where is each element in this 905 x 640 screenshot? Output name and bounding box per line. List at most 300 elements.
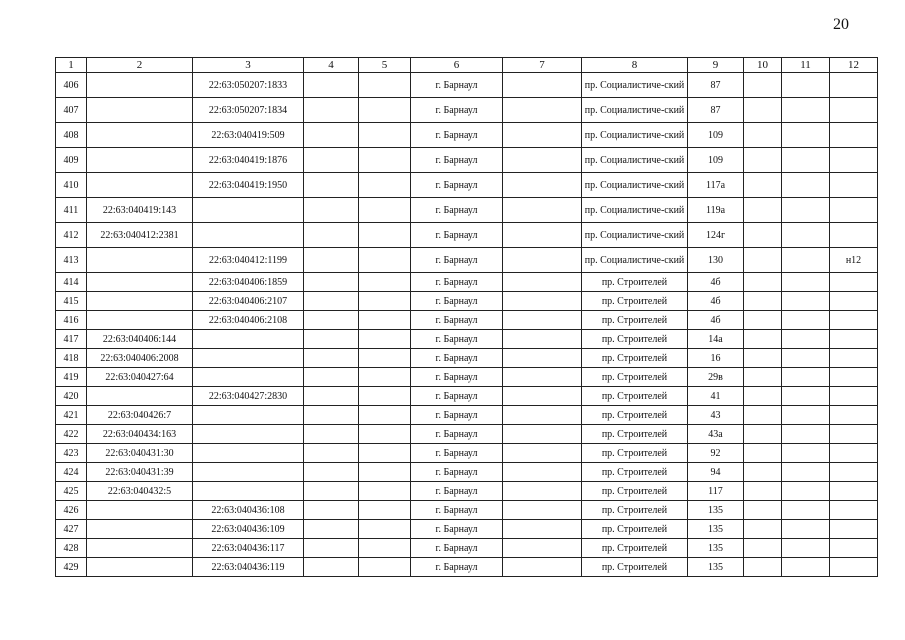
table-row bbox=[56, 73, 878, 98]
cell-col-5 bbox=[359, 198, 411, 223]
cell-row-number: 416 bbox=[56, 311, 87, 330]
cell-street: пр. Строителей bbox=[582, 273, 688, 292]
cell-cadastral-number-building: 22:63:040436:119 bbox=[193, 558, 304, 577]
cell-locality: г. Барнаул bbox=[411, 292, 503, 311]
cell-house-number: 4б bbox=[688, 292, 744, 311]
cell-note bbox=[830, 148, 878, 173]
cell-row-number: 427 bbox=[56, 520, 87, 539]
column-header: 10 bbox=[744, 58, 782, 73]
cell-street: пр. Строителей bbox=[582, 292, 688, 311]
cell-locality: г. Барнаул bbox=[411, 539, 503, 558]
cell-row-number: 407 bbox=[56, 98, 87, 123]
cell-col-5 bbox=[359, 330, 411, 349]
cell-col-5 bbox=[359, 223, 411, 248]
cell-cadastral-number-land: 22:63:040432:5 bbox=[87, 482, 193, 501]
cell-house-number: 14а bbox=[688, 330, 744, 349]
cell-col-10 bbox=[744, 444, 782, 463]
cell-cadastral-number-land: 22:63:040434:163 bbox=[87, 425, 193, 444]
cell-street: пр. Строителей bbox=[582, 520, 688, 539]
cell-col-11 bbox=[782, 73, 830, 98]
cell-col-5 bbox=[359, 463, 411, 482]
cell-col-4 bbox=[304, 73, 359, 98]
cell-col-4 bbox=[304, 223, 359, 248]
cell-note bbox=[830, 539, 878, 558]
cell-locality: г. Барнаул bbox=[411, 501, 503, 520]
cell-col-11 bbox=[782, 368, 830, 387]
cell-house-number: 117а bbox=[688, 173, 744, 198]
cell-col-10 bbox=[744, 387, 782, 406]
cell-row-number: 424 bbox=[56, 463, 87, 482]
cell-cadastral-number-land bbox=[87, 73, 193, 98]
column-header: 2 bbox=[87, 58, 193, 73]
cell-house-number: 135 bbox=[688, 520, 744, 539]
cell-col-5 bbox=[359, 425, 411, 444]
cell-col-11 bbox=[782, 223, 830, 248]
cell-house-number: 41 bbox=[688, 387, 744, 406]
cell-street: пр. Социалистиче-ский bbox=[582, 248, 688, 273]
cell-row-number: 412 bbox=[56, 223, 87, 248]
cell-cadastral-number-land bbox=[87, 98, 193, 123]
cell-locality: г. Барнаул bbox=[411, 330, 503, 349]
cell-cadastral-number-land: 22:63:040431:30 bbox=[87, 444, 193, 463]
cell-street: пр. Социалистиче-ский bbox=[582, 148, 688, 173]
cell-col-5 bbox=[359, 98, 411, 123]
cell-cadastral-number-land: 22:63:040426:7 bbox=[87, 406, 193, 425]
cell-col-5 bbox=[359, 248, 411, 273]
column-header: 11 bbox=[782, 58, 830, 73]
cell-col-11 bbox=[782, 539, 830, 558]
table-row bbox=[56, 173, 878, 198]
cell-note bbox=[830, 73, 878, 98]
table-row bbox=[56, 98, 878, 123]
cell-cadastral-number-building bbox=[193, 223, 304, 248]
cell-col-11 bbox=[782, 330, 830, 349]
cell-col-5 bbox=[359, 539, 411, 558]
register-body bbox=[56, 73, 878, 577]
cell-note bbox=[830, 349, 878, 368]
page-number: 20 bbox=[833, 16, 849, 33]
cell-col-5 bbox=[359, 311, 411, 330]
column-header: 4 bbox=[304, 58, 359, 73]
cell-cadastral-number-building: 22:63:040406:2108 bbox=[193, 311, 304, 330]
cell-cadastral-number-building bbox=[193, 444, 304, 463]
table-row bbox=[56, 349, 878, 368]
cell-cadastral-number-building: 22:63:050207:1834 bbox=[193, 98, 304, 123]
cell-col-5 bbox=[359, 73, 411, 98]
cell-cadastral-number-land bbox=[87, 501, 193, 520]
cell-col-7 bbox=[503, 501, 582, 520]
cell-col-4 bbox=[304, 123, 359, 148]
cell-locality: г. Барнаул bbox=[411, 558, 503, 577]
cell-house-number: 117 bbox=[688, 482, 744, 501]
cell-cadastral-number-land: 22:63:040412:2381 bbox=[87, 223, 193, 248]
cell-col-4 bbox=[304, 501, 359, 520]
cell-col-7 bbox=[503, 520, 582, 539]
cell-col-10 bbox=[744, 425, 782, 444]
table-row bbox=[56, 520, 878, 539]
cell-street: пр. Социалистиче-ский bbox=[582, 173, 688, 198]
cell-col-7 bbox=[503, 349, 582, 368]
cell-cadastral-number-building bbox=[193, 463, 304, 482]
cell-street: пр. Строителей bbox=[582, 463, 688, 482]
cell-col-11 bbox=[782, 501, 830, 520]
cell-col-11 bbox=[782, 558, 830, 577]
cell-col-4 bbox=[304, 311, 359, 330]
table-row bbox=[56, 387, 878, 406]
cell-house-number: 135 bbox=[688, 501, 744, 520]
cell-cadastral-number-land bbox=[87, 248, 193, 273]
cell-col-10 bbox=[744, 248, 782, 273]
cell-col-10 bbox=[744, 482, 782, 501]
cell-street: пр. Строителей bbox=[582, 501, 688, 520]
cell-cadastral-number-building: 22:63:040436:117 bbox=[193, 539, 304, 558]
cell-col-11 bbox=[782, 387, 830, 406]
cell-col-4 bbox=[304, 425, 359, 444]
cell-locality: г. Барнаул bbox=[411, 223, 503, 248]
cell-locality: г. Барнаул bbox=[411, 198, 503, 223]
cell-col-11 bbox=[782, 406, 830, 425]
cell-street: пр. Строителей bbox=[582, 311, 688, 330]
cell-house-number: 29в bbox=[688, 368, 744, 387]
cadastral-register-table bbox=[55, 57, 878, 577]
table-row bbox=[56, 273, 878, 292]
cell-house-number: 16 bbox=[688, 349, 744, 368]
cell-locality: г. Барнаул bbox=[411, 248, 503, 273]
cell-col-4 bbox=[304, 368, 359, 387]
cell-locality: г. Барнаул bbox=[411, 425, 503, 444]
cell-row-number: 426 bbox=[56, 501, 87, 520]
cell-col-5 bbox=[359, 444, 411, 463]
cell-house-number: 135 bbox=[688, 558, 744, 577]
cell-col-7 bbox=[503, 463, 582, 482]
table-row bbox=[56, 198, 878, 223]
cell-cadastral-number-building bbox=[193, 425, 304, 444]
cell-house-number: 119а bbox=[688, 198, 744, 223]
cell-col-7 bbox=[503, 539, 582, 558]
cell-col-10 bbox=[744, 198, 782, 223]
column-header: 6 bbox=[411, 58, 503, 73]
cell-cadastral-number-land bbox=[87, 292, 193, 311]
cell-row-number: 421 bbox=[56, 406, 87, 425]
cell-row-number: 420 bbox=[56, 387, 87, 406]
cell-col-5 bbox=[359, 349, 411, 368]
cell-cadastral-number-building: 22:63:040412:1199 bbox=[193, 248, 304, 273]
cell-locality: г. Барнаул bbox=[411, 463, 503, 482]
cell-cadastral-number-land bbox=[87, 387, 193, 406]
cell-house-number: 135 bbox=[688, 539, 744, 558]
cell-col-11 bbox=[782, 148, 830, 173]
cell-row-number: 419 bbox=[56, 368, 87, 387]
cell-note bbox=[830, 311, 878, 330]
cell-col-11 bbox=[782, 425, 830, 444]
cell-col-11 bbox=[782, 273, 830, 292]
cell-note bbox=[830, 123, 878, 148]
cell-house-number: 43а bbox=[688, 425, 744, 444]
cell-locality: г. Барнаул bbox=[411, 387, 503, 406]
cell-note bbox=[830, 482, 878, 501]
cell-street: пр. Строителей bbox=[582, 425, 688, 444]
cell-locality: г. Барнаул bbox=[411, 482, 503, 501]
cell-col-7 bbox=[503, 482, 582, 501]
cell-cadastral-number-land bbox=[87, 520, 193, 539]
cell-row-number: 409 bbox=[56, 148, 87, 173]
cell-col-4 bbox=[304, 173, 359, 198]
cell-col-5 bbox=[359, 501, 411, 520]
cell-col-4 bbox=[304, 463, 359, 482]
cell-col-10 bbox=[744, 501, 782, 520]
cell-col-10 bbox=[744, 539, 782, 558]
cell-col-7 bbox=[503, 368, 582, 387]
cell-cadastral-number-building: 22:63:040419:509 bbox=[193, 123, 304, 148]
cell-street: пр. Строителей bbox=[582, 330, 688, 349]
cell-note bbox=[830, 173, 878, 198]
table-row bbox=[56, 223, 878, 248]
cell-col-7 bbox=[503, 273, 582, 292]
cell-col-5 bbox=[359, 406, 411, 425]
table-row bbox=[56, 368, 878, 387]
cell-cadastral-number-land: 22:63:040406:2008 bbox=[87, 349, 193, 368]
column-header: 9 bbox=[688, 58, 744, 73]
cell-locality: г. Барнаул bbox=[411, 123, 503, 148]
cell-col-7 bbox=[503, 292, 582, 311]
cell-street: пр. Строителей bbox=[582, 387, 688, 406]
cell-note: н12 bbox=[830, 248, 878, 273]
cell-cadastral-number-land: 22:63:040427:64 bbox=[87, 368, 193, 387]
cell-col-10 bbox=[744, 463, 782, 482]
cell-row-number: 414 bbox=[56, 273, 87, 292]
cell-house-number: 92 bbox=[688, 444, 744, 463]
cell-note bbox=[830, 463, 878, 482]
cell-locality: г. Барнаул bbox=[411, 349, 503, 368]
cell-note bbox=[830, 198, 878, 223]
table-row bbox=[56, 539, 878, 558]
cell-cadastral-number-building: 22:63:040436:109 bbox=[193, 520, 304, 539]
cell-col-11 bbox=[782, 198, 830, 223]
cell-note bbox=[830, 406, 878, 425]
cell-cadastral-number-land bbox=[87, 273, 193, 292]
cell-col-5 bbox=[359, 148, 411, 173]
cell-col-10 bbox=[744, 98, 782, 123]
table-row bbox=[56, 444, 878, 463]
cell-locality: г. Барнаул bbox=[411, 311, 503, 330]
cell-locality: г. Барнаул bbox=[411, 173, 503, 198]
cell-house-number: 130 bbox=[688, 248, 744, 273]
cell-house-number: 109 bbox=[688, 148, 744, 173]
cell-col-4 bbox=[304, 292, 359, 311]
cell-cadastral-number-land bbox=[87, 123, 193, 148]
cell-col-10 bbox=[744, 368, 782, 387]
column-header: 8 bbox=[582, 58, 688, 73]
cell-street: пр. Строителей bbox=[582, 482, 688, 501]
cell-col-7 bbox=[503, 425, 582, 444]
cell-col-11 bbox=[782, 463, 830, 482]
cell-house-number: 94 bbox=[688, 463, 744, 482]
cell-col-10 bbox=[744, 311, 782, 330]
cell-col-7 bbox=[503, 98, 582, 123]
cell-col-11 bbox=[782, 520, 830, 539]
cell-street: пр. Социалистиче-ский bbox=[582, 98, 688, 123]
cell-col-5 bbox=[359, 387, 411, 406]
cell-col-10 bbox=[744, 292, 782, 311]
cell-street: пр. Строителей bbox=[582, 406, 688, 425]
table-row bbox=[56, 463, 878, 482]
cell-locality: г. Барнаул bbox=[411, 368, 503, 387]
cell-cadastral-number-building: 22:63:040419:1876 bbox=[193, 148, 304, 173]
table-row bbox=[56, 558, 878, 577]
cell-col-4 bbox=[304, 349, 359, 368]
cell-cadastral-number-land bbox=[87, 558, 193, 577]
cell-note bbox=[830, 223, 878, 248]
cell-col-11 bbox=[782, 311, 830, 330]
cell-col-11 bbox=[782, 98, 830, 123]
cell-street: пр. Строителей bbox=[582, 558, 688, 577]
cell-col-7 bbox=[503, 558, 582, 577]
cell-col-7 bbox=[503, 223, 582, 248]
cell-col-11 bbox=[782, 248, 830, 273]
cell-cadastral-number-building bbox=[193, 482, 304, 501]
table-row bbox=[56, 330, 878, 349]
cell-street: пр. Строителей bbox=[582, 368, 688, 387]
cell-cadastral-number-building: 22:63:040406:2107 bbox=[193, 292, 304, 311]
cell-locality: г. Барнаул bbox=[411, 520, 503, 539]
cell-col-11 bbox=[782, 444, 830, 463]
cell-col-4 bbox=[304, 273, 359, 292]
cell-house-number: 109 bbox=[688, 123, 744, 148]
cell-note bbox=[830, 368, 878, 387]
cell-locality: г. Барнаул bbox=[411, 98, 503, 123]
cell-cadastral-number-building bbox=[193, 198, 304, 223]
cell-col-4 bbox=[304, 482, 359, 501]
cell-col-10 bbox=[744, 520, 782, 539]
cell-col-7 bbox=[503, 73, 582, 98]
cell-col-10 bbox=[744, 330, 782, 349]
cell-col-11 bbox=[782, 292, 830, 311]
cell-col-5 bbox=[359, 368, 411, 387]
cell-cadastral-number-building: 22:63:050207:1833 bbox=[193, 73, 304, 98]
cell-note bbox=[830, 98, 878, 123]
table-row bbox=[56, 148, 878, 173]
cell-col-10 bbox=[744, 273, 782, 292]
cell-col-5 bbox=[359, 558, 411, 577]
cell-col-4 bbox=[304, 98, 359, 123]
cell-note bbox=[830, 558, 878, 577]
table-row bbox=[56, 248, 878, 273]
cell-col-7 bbox=[503, 406, 582, 425]
cell-locality: г. Барнаул bbox=[411, 273, 503, 292]
cell-col-4 bbox=[304, 539, 359, 558]
cell-street: пр. Строителей bbox=[582, 539, 688, 558]
cell-cadastral-number-land: 22:63:040406:144 bbox=[87, 330, 193, 349]
cell-locality: г. Барнаул bbox=[411, 444, 503, 463]
cell-house-number: 4б bbox=[688, 273, 744, 292]
column-header: 3 bbox=[193, 58, 304, 73]
cell-col-10 bbox=[744, 558, 782, 577]
cell-row-number: 413 bbox=[56, 248, 87, 273]
cell-cadastral-number-building: 22:63:040427:2830 bbox=[193, 387, 304, 406]
cell-note bbox=[830, 292, 878, 311]
cell-col-10 bbox=[744, 173, 782, 198]
cell-col-5 bbox=[359, 482, 411, 501]
table-row bbox=[56, 482, 878, 501]
cell-col-7 bbox=[503, 311, 582, 330]
cell-cadastral-number-building bbox=[193, 330, 304, 349]
cell-cadastral-number-building: 22:63:040436:108 bbox=[193, 501, 304, 520]
cell-cadastral-number-building: 22:63:040419:1950 bbox=[193, 173, 304, 198]
cell-col-5 bbox=[359, 520, 411, 539]
cell-col-7 bbox=[503, 387, 582, 406]
cell-house-number: 43 bbox=[688, 406, 744, 425]
cell-row-number: 422 bbox=[56, 425, 87, 444]
cell-locality: г. Барнаул bbox=[411, 406, 503, 425]
cell-row-number: 406 bbox=[56, 73, 87, 98]
table-row bbox=[56, 501, 878, 520]
cell-cadastral-number-building bbox=[193, 406, 304, 425]
cell-cadastral-number-land bbox=[87, 173, 193, 198]
cell-street: пр. Строителей bbox=[582, 349, 688, 368]
cell-col-4 bbox=[304, 406, 359, 425]
cell-street: пр. Социалистиче-ский bbox=[582, 223, 688, 248]
cell-col-4 bbox=[304, 198, 359, 223]
cell-row-number: 408 bbox=[56, 123, 87, 148]
cell-col-5 bbox=[359, 273, 411, 292]
cell-col-7 bbox=[503, 123, 582, 148]
cell-row-number: 423 bbox=[56, 444, 87, 463]
cell-cadastral-number-land bbox=[87, 148, 193, 173]
cell-col-5 bbox=[359, 173, 411, 198]
cell-street: пр. Социалистиче-ский bbox=[582, 73, 688, 98]
cell-locality: г. Барнаул bbox=[411, 148, 503, 173]
cell-row-number: 425 bbox=[56, 482, 87, 501]
column-header: 5 bbox=[359, 58, 411, 73]
cell-col-10 bbox=[744, 148, 782, 173]
cell-cadastral-number-land: 22:63:040431:39 bbox=[87, 463, 193, 482]
column-header: 7 bbox=[503, 58, 582, 73]
cell-street: пр. Социалистиче-ский bbox=[582, 198, 688, 223]
cell-note bbox=[830, 501, 878, 520]
cell-cadastral-number-land: 22:63:040419:143 bbox=[87, 198, 193, 223]
cell-col-7 bbox=[503, 330, 582, 349]
table-row bbox=[56, 406, 878, 425]
cell-col-4 bbox=[304, 330, 359, 349]
cell-col-7 bbox=[503, 444, 582, 463]
cell-note bbox=[830, 520, 878, 539]
cell-col-11 bbox=[782, 482, 830, 501]
header-row bbox=[56, 58, 878, 73]
cell-col-10 bbox=[744, 406, 782, 425]
cell-note bbox=[830, 425, 878, 444]
cell-col-7 bbox=[503, 198, 582, 223]
cell-col-4 bbox=[304, 248, 359, 273]
cell-col-5 bbox=[359, 292, 411, 311]
column-header: 1 bbox=[56, 58, 87, 73]
cell-cadastral-number-land bbox=[87, 539, 193, 558]
cell-col-11 bbox=[782, 123, 830, 148]
cell-row-number: 429 bbox=[56, 558, 87, 577]
cell-col-7 bbox=[503, 148, 582, 173]
cell-cadastral-number-land bbox=[87, 311, 193, 330]
cell-col-11 bbox=[782, 173, 830, 198]
cell-street: пр. Строителей bbox=[582, 444, 688, 463]
cell-row-number: 418 bbox=[56, 349, 87, 368]
cell-row-number: 428 bbox=[56, 539, 87, 558]
cell-cadastral-number-building: 22:63:040406:1859 bbox=[193, 273, 304, 292]
cell-house-number: 4б bbox=[688, 311, 744, 330]
cell-house-number: 124г bbox=[688, 223, 744, 248]
cell-col-4 bbox=[304, 558, 359, 577]
cell-note bbox=[830, 330, 878, 349]
cell-col-7 bbox=[503, 173, 582, 198]
cell-house-number: 87 bbox=[688, 98, 744, 123]
